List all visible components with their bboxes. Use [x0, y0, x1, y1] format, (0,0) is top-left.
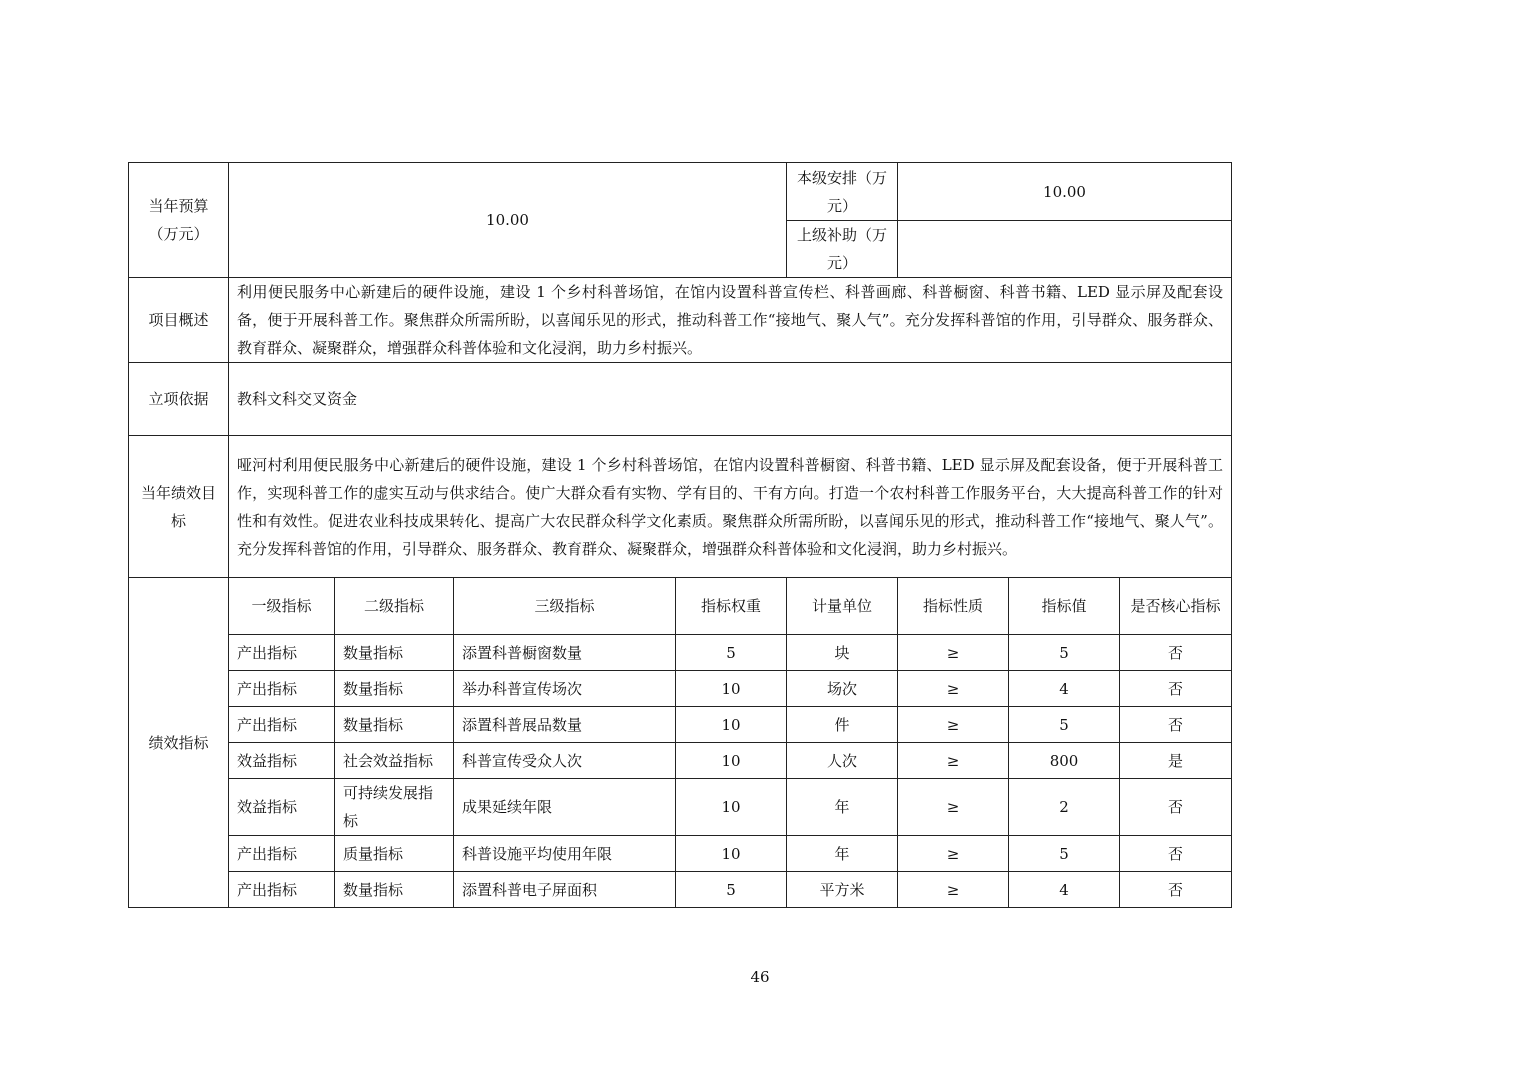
- header-level2: 二级指标: [335, 578, 454, 635]
- cell-level2: 数量指标: [335, 635, 454, 671]
- cell-value: 4: [1009, 671, 1120, 707]
- goal-label: 当年绩效目标: [129, 436, 229, 578]
- cell-level3: 举办科普宣传场次: [454, 671, 676, 707]
- cell-level2: 数量指标: [335, 707, 454, 743]
- cell-weight: 10: [676, 707, 787, 743]
- cell-level3: 添置科普橱窗数量: [454, 635, 676, 671]
- performance-form-table: [128, 162, 1232, 908]
- cell-core: 否: [1120, 707, 1232, 743]
- header-nature: 指标性质: [898, 578, 1009, 635]
- cell-level3: 成果延续年限: [454, 779, 676, 836]
- basis-row: [129, 363, 1232, 436]
- cell-unit: 人次: [787, 743, 898, 779]
- header-level3: 三级指标: [454, 578, 676, 635]
- cell-weight: 10: [676, 671, 787, 707]
- table-row: [129, 635, 1232, 671]
- header-level1: 一级指标: [229, 578, 335, 635]
- cell-weight: 10: [676, 836, 787, 872]
- cell-value: 4: [1009, 872, 1120, 908]
- cell-level1: 产出指标: [229, 635, 335, 671]
- table-row: [129, 872, 1232, 908]
- local-budget-label: 本级安排（万元）: [787, 163, 898, 221]
- cell-core: 否: [1120, 779, 1232, 836]
- cell-unit: 年: [787, 836, 898, 872]
- cell-unit: 场次: [787, 671, 898, 707]
- header-value: 指标值: [1009, 578, 1120, 635]
- basis-text: 教科文科交叉资金: [229, 363, 1232, 436]
- subsidy-value: [898, 221, 1232, 278]
- budget-value: 10.00: [229, 163, 787, 278]
- table-row: [129, 707, 1232, 743]
- cell-weight: 5: [676, 872, 787, 908]
- cell-nature: ≥: [898, 743, 1009, 779]
- page-number: 46: [750, 968, 770, 986]
- cell-weight: 10: [676, 743, 787, 779]
- header-unit: 计量单位: [787, 578, 898, 635]
- cell-level2: 数量指标: [335, 872, 454, 908]
- goal-text: 哑河村利用便民服务中心新建后的硬件设施，建设 1 个乡村科普场馆，在馆内设置科普橱窗、科普书籍、LED 显示屏及配套设备，便于开展科普工作，实现科普工作的虚实互动与供求结合。使广大群众看有实物、学有目的、干有方向。打造一个农村科普工作服务平台，大大提高科普工作的针对性和有效性。促进农业科技成果转化、提高广大农民群众科学文化素质。聚焦群众所需所盼，以喜闻乐见的形式，推动科普工作“接地气、聚人气”。充分发挥科普馆的作用，引导群众、服务群众、教育群众、凝聚群众，增强群众科普体验和文化浸润，助力乡村振兴。: [229, 436, 1232, 578]
- overview-label: 项目概述: [129, 278, 229, 363]
- cell-value: 5: [1009, 836, 1120, 872]
- cell-level1: 效益指标: [229, 743, 335, 779]
- table-row: [129, 779, 1232, 836]
- cell-core: 是: [1120, 743, 1232, 779]
- cell-level2: 数量指标: [335, 671, 454, 707]
- cell-nature: ≥: [898, 671, 1009, 707]
- cell-value: 5: [1009, 707, 1120, 743]
- overview-row: [129, 278, 1232, 363]
- cell-core: 否: [1120, 635, 1232, 671]
- cell-weight: 10: [676, 779, 787, 836]
- cell-nature: ≥: [898, 707, 1009, 743]
- cell-value: 2: [1009, 779, 1120, 836]
- cell-level1: 产出指标: [229, 707, 335, 743]
- cell-unit: 平方米: [787, 872, 898, 908]
- subsidy-label: 上级补助（万元）: [787, 221, 898, 278]
- cell-nature: ≥: [898, 635, 1009, 671]
- cell-core: 否: [1120, 872, 1232, 908]
- goal-row: [129, 436, 1232, 578]
- cell-value: 800: [1009, 743, 1120, 779]
- cell-level2: 质量指标: [335, 836, 454, 872]
- cell-nature: ≥: [898, 872, 1009, 908]
- cell-nature: ≥: [898, 836, 1009, 872]
- cell-level1: 产出指标: [229, 872, 335, 908]
- table-row: [129, 836, 1232, 872]
- indicators-label: 绩效指标: [129, 578, 229, 908]
- cell-weight: 5: [676, 635, 787, 671]
- overview-text: 利用便民服务中心新建后的硬件设施，建设 1 个乡村科普场馆，在馆内设置科普宣传栏、科普画廊、科普橱窗、科普书籍、LED 显示屏及配套设备，便于开展科普工作。聚焦群众所需所盼，以喜闻乐见的形式，推动科普工作“接地气、聚人气”。充分发挥科普馆的作用，引导群众、服务群众、教育群众、凝聚群众，增强群众科普体验和文化浸润，助力乡村振兴。: [229, 278, 1232, 363]
- cell-level2: 可持续发展指标: [335, 779, 454, 836]
- cell-level3: 添置科普电子屏面积: [454, 872, 676, 908]
- basis-label: 立项依据: [129, 363, 229, 436]
- cell-unit: 年: [787, 779, 898, 836]
- table-row: [129, 671, 1232, 707]
- header-core: 是否核心指标: [1120, 578, 1232, 635]
- cell-unit: 件: [787, 707, 898, 743]
- budget-label: 当年预算（万元）: [129, 163, 229, 278]
- header-weight: 指标权重: [676, 578, 787, 635]
- cell-level1: 效益指标: [229, 779, 335, 836]
- cell-level3: 科普宣传受众人次: [454, 743, 676, 779]
- cell-value: 5: [1009, 635, 1120, 671]
- cell-unit: 块: [787, 635, 898, 671]
- cell-core: 否: [1120, 836, 1232, 872]
- cell-level3: 添置科普展品数量: [454, 707, 676, 743]
- local-budget-value: 10.00: [898, 163, 1232, 221]
- budget-row-local: [129, 163, 1232, 221]
- cell-nature: ≥: [898, 779, 1009, 836]
- cell-level2: 社会效益指标: [335, 743, 454, 779]
- indicator-header-row: [129, 578, 1232, 635]
- cell-core: 否: [1120, 671, 1232, 707]
- cell-level1: 产出指标: [229, 836, 335, 872]
- table-row: [129, 743, 1232, 779]
- cell-level1: 产出指标: [229, 671, 335, 707]
- cell-level3: 科普设施平均使用年限: [454, 836, 676, 872]
